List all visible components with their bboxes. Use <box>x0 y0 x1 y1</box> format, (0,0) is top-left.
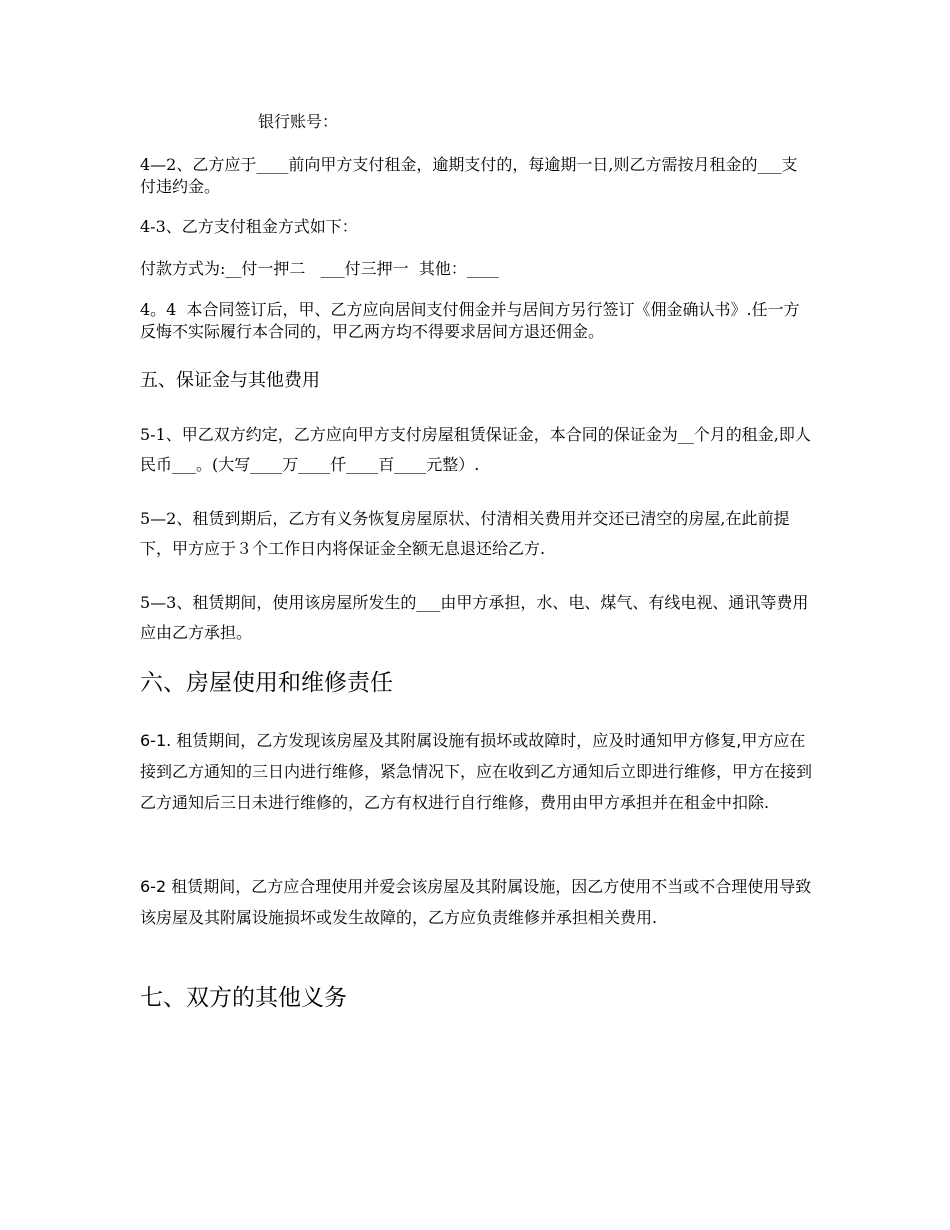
bank-account-label: 银行账号： <box>258 112 339 131</box>
clause-4-4: 4。4 本合同签订后，甲、乙方应向居间支付佣金并与居间方另行签订《佣金确认书》.任一方反悔不实际履行本合同的，甲乙两方均不得要求居间方退还佣金。 <box>140 300 800 341</box>
clause-5-1: 5-1、甲乙双方约定，乙方应向甲方支付房屋租赁保证金，本合同的保证金为__个月的租金,即人民币___。(大写____万____仟____百____元整）. <box>140 425 811 474</box>
section-7-heading: 七、双方的其他义务 <box>140 985 347 1011</box>
clause-6-2: 6-2 租赁期间，乙方应合理使用并爱会该房屋及其附属设施，因乙方使用不当或不合理使用导致该房屋及其附属设施损坏或发生故障的，乙方应负责维修并承担相关费用. <box>140 877 812 927</box>
clause-4-3: 4-3、乙方支付租金方式如下： <box>140 217 358 236</box>
clause-6-1: 6-1. 租赁期间，乙方发现该房屋及其附属设施有损坏或故障时，应及时通知甲方修复,甲方应在接到乙方通知的三日内进行维修，紧急情况下，应在收到乙方通知后立即进行维修，甲方在接到乙方通知后三日未进行维修的，乙方有权进行自行维修，费用由甲方承担并在租金中扣除. <box>140 731 813 812</box>
clause-5-2: 5—2、租赁到期后，乙方有义务恢复房屋原状、付清相关费用并交还已清空的房屋,在此前提下，甲方应于３个工作日内将保证金全额无息退还给乙方. <box>140 509 790 558</box>
section-5-heading: 五、保证金与其他费用 <box>140 370 320 391</box>
section-6-heading: 六、房屋使用和维修责任 <box>140 670 393 696</box>
payment-methods-line: 付款方式为:__付一押二 ___付三押一 其他：____ <box>140 259 499 278</box>
clause-5-3: 5—3、租赁期间，使用该房屋所发生的___由甲方承担，水、电、煤气、有线电视、通讯等费用应由乙方承担。 <box>140 593 809 642</box>
clause-4-2: 4—2、乙方应于____前向甲方支付租金，逾期支付的，每逾期一日,则乙方需按月租金的___支付违约金。 <box>140 155 798 196</box>
